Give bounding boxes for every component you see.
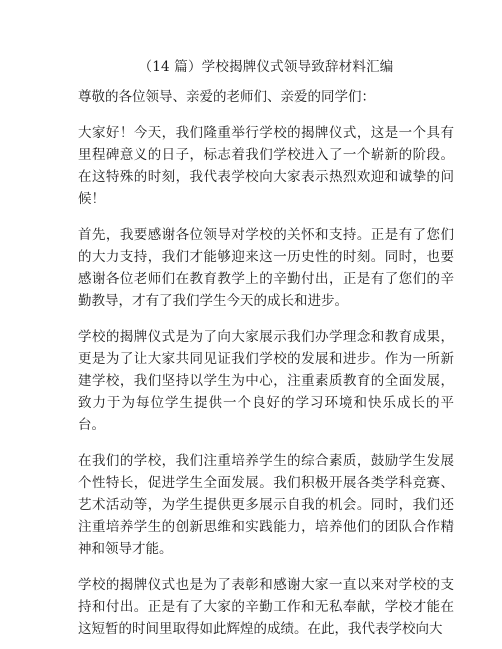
document-title: （14 篇）学校揭牌仪式领导致辞材料汇编 xyxy=(138,59,394,75)
paragraph-development: 在我们的学校，我们注重培养学生的综合素质，鼓励学生发展个性特长，促进学生全面发展。我们积极开展各类学科竞赛、艺术活动等，为学生提供更多展示自我的机会。同时，我们还注重培养学生的创新思维和实践能力，培养他们的团队合作精神和领导才能。 xyxy=(78,453,454,557)
salutation: 尊敬的各位领导、亲爱的老师们、亲爱的同学们： xyxy=(78,89,375,105)
paragraph-appreciation: 学校的揭牌仪式也是为了表彰和感谢大家一直以来对学校的支持和付出。正是有了大家的辛勤工作和无私奉献，学校才能在这短暂的时间里取得如此辉煌的成绩。在此，我代表学校向大 xyxy=(78,577,454,637)
paragraph-purpose: 学校的揭牌仪式是为了向大家展示我们办学理念和教育成果，更是为了让大家共同见证我们学校的发展和进步。作为一所新建学校，我们坚持以学生为中心，注重素质教育的全面发展，致力于为每位学生提供一个良好的学习环境和快乐成长的平台。 xyxy=(78,329,454,433)
paragraph-thanks: 首先，我要感谢各位领导对学校的关怀和支持。正是有了您们的大力支持，我们才能够迎来这一历史性的时刻。同时，也要感谢各位老师们在教育教学上的辛勤付出，正是有了您们的辛勤教导，才有了我们学生今天的成长和进步。 xyxy=(78,227,454,309)
paragraph-greeting: 大家好！今天，我们隆重举行学校的揭牌仪式，这是一个具有里程碑意义的日子，标志着我们学校进入了一个崭新的阶段。在这特殊的时刻，我代表学校向大家表示热烈欢迎和诚挚的问候！ xyxy=(78,125,454,207)
document-page xyxy=(78,0,454,640)
